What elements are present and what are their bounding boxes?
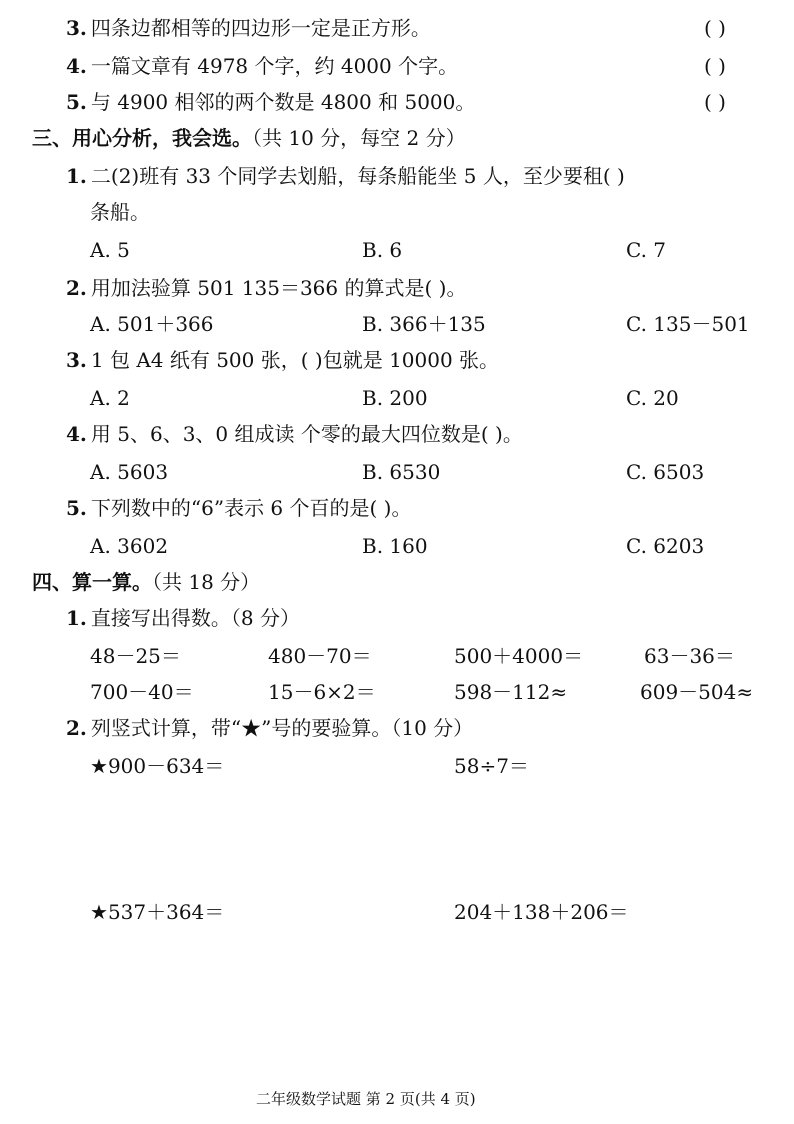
option-b[interactable]: B. 200 (362, 386, 428, 410)
option-c[interactable]: C. 135－501 (626, 312, 750, 336)
option-c[interactable]: C. 6503 (626, 460, 705, 484)
section-title: 四、算一算。 (32, 570, 152, 594)
calc-expression: 204＋138＋206＝ (454, 900, 629, 924)
answer-paren[interactable]: ( ) (704, 54, 726, 78)
mental-calc-item[interactable]: 63－36＝ (644, 644, 735, 668)
vertical-calc-item[interactable] (454, 754, 529, 778)
option-b[interactable]: B. 366＋135 (362, 312, 486, 336)
section-note: （共 18 分） (152, 570, 261, 594)
mental-calc-item[interactable]: 500＋4000＝ (454, 644, 584, 668)
mental-calc-item[interactable]: 480－70＝ (268, 644, 372, 668)
calc-expression: 900－634＝ (107, 754, 225, 778)
question-text: 用 5、6、3、0 组成读 个零的最大四位数是( )。 (90, 422, 523, 446)
calc-expression: 537＋364＝ (107, 900, 225, 924)
mental-calc-item[interactable]: 598－112≈ (454, 680, 568, 704)
question-number: 5. (66, 90, 87, 114)
vertical-calc-item[interactable] (454, 900, 629, 924)
question-number: 1. (66, 606, 87, 630)
option-a[interactable]: A. 2 (90, 386, 130, 410)
option-b[interactable]: B. 6 (362, 238, 403, 262)
mental-calc-item[interactable]: 700－40＝ (90, 680, 194, 704)
calc-expression: 58÷7＝ (454, 754, 529, 778)
question-number: 4. (66, 54, 87, 78)
page-footer: 二年级数学试题 第 2 页(共 4 页) (256, 1090, 476, 1108)
option-a[interactable]: A. 3602 (90, 534, 169, 558)
question-number: 4. (66, 422, 87, 446)
question-number: 5. (66, 496, 87, 520)
question-text: 下列数中的“6”表示 6 个百的是( )。 (90, 496, 412, 520)
choice-question-5 (66, 496, 411, 520)
option-a[interactable]: A. 5603 (90, 460, 169, 484)
choice-question-3 (66, 348, 499, 372)
question-number: 2. (66, 276, 87, 300)
option-a[interactable]: A. 501＋366 (90, 312, 214, 336)
question-text: 四条边都相等的四边形一定是正方形。 (90, 16, 431, 40)
section-4-heading (32, 570, 260, 594)
option-b[interactable]: B. 160 (362, 534, 428, 558)
section-title: 三、用心分析，我会选。 (32, 126, 252, 150)
choice-question-1 (66, 164, 625, 188)
question-text: 用加法验算 501 135＝366 的算式是( )。 (90, 276, 467, 300)
calc-question-1 (66, 606, 300, 630)
calc-question-2 (66, 716, 473, 740)
question-text: 直接写出得数。（8 分） (90, 606, 300, 630)
section-note: （共 10 分，每空 2 分） (252, 126, 466, 150)
question-text: 与 4900 相邻的两个数是 4800 和 5000。 (90, 90, 476, 114)
option-c[interactable]: C. 20 (626, 386, 679, 410)
question-continuation: 条船。 (90, 200, 150, 224)
option-a[interactable]: A. 5 (90, 238, 130, 262)
question-text: 1 包 A4 纸有 500 张，( )包就是 10000 张。 (90, 348, 500, 372)
question-text: 一篇文章有 4978 个字，约 4000 个字。 (90, 54, 459, 78)
star-icon: ★ (90, 754, 108, 778)
question-text: 列竖式计算，带“★”号的要验算。（10 分） (90, 716, 474, 740)
question-number: 2. (66, 716, 87, 740)
judge-question-5 (66, 90, 475, 114)
choice-question-2 (66, 276, 466, 300)
answer-paren[interactable]: ( ) (704, 90, 726, 114)
mental-calc-item[interactable]: 48－25＝ (90, 644, 181, 668)
question-number: 3. (66, 348, 87, 372)
section-3-heading (32, 126, 466, 150)
judge-question-4 (66, 54, 458, 78)
answer-paren[interactable]: ( ) (704, 16, 726, 40)
vertical-calc-item[interactable] (90, 900, 224, 924)
question-text: 二(2)班有 33 个同学去划船，每条船能坐 5 人，至少要租( ) (90, 164, 625, 188)
question-number: 3. (66, 16, 87, 40)
option-c[interactable]: C. 6203 (626, 534, 705, 558)
option-c[interactable]: C. 7 (626, 238, 667, 262)
vertical-calc-item[interactable] (90, 754, 224, 778)
question-number: 1. (66, 164, 87, 188)
star-icon: ★ (90, 900, 108, 924)
choice-question-4 (66, 422, 523, 446)
mental-calc-item[interactable]: 609－504≈ (640, 680, 754, 704)
mental-calc-item[interactable]: 15－6×2＝ (268, 680, 376, 704)
judge-question-3 (66, 16, 431, 40)
option-b[interactable]: B. 6530 (362, 460, 441, 484)
